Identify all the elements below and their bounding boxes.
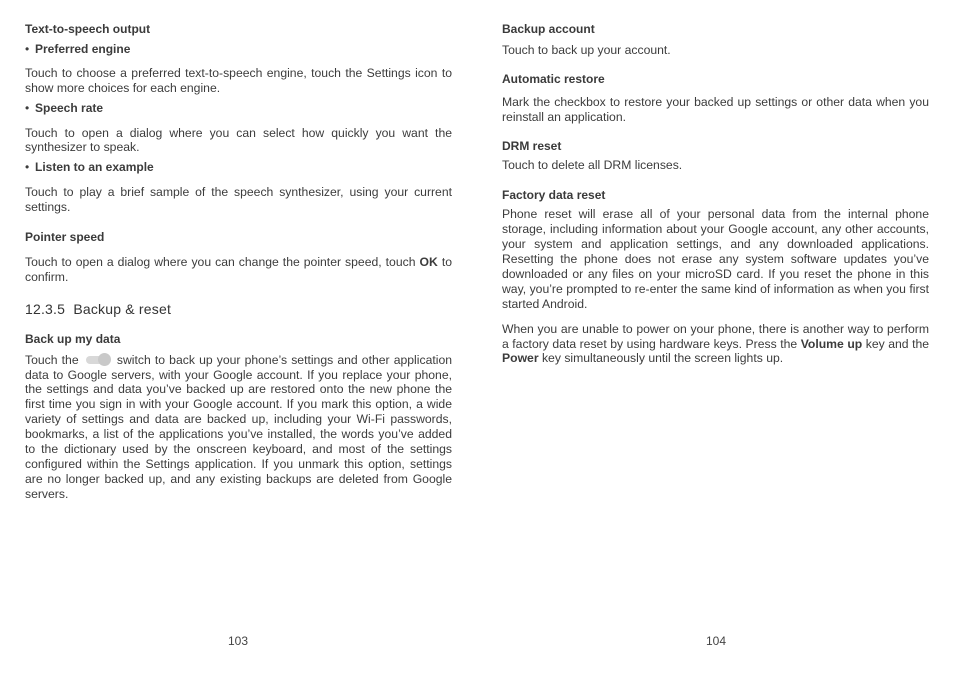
- speech-rate-text: Touch to open a dialog where you can select how quickly you want the synthesizer to speak.: [25, 125, 452, 155]
- factory-reset-text: Phone reset will erase all of your personal data from the internal phone storage, including information about your Google account, any other accounts, your system and application settings, and any downloaded applications. Resetting the phone does not erase any system software updates you’ve downloaded or any files on your microSD card. If you reset the phone in this way, you’re prompted to re-enter the same kind of information as when you first started Android.: [502, 207, 929, 311]
- page-number-right: 104: [705, 634, 727, 648]
- backup-account-heading: Backup account: [502, 22, 595, 36]
- tts-heading: Text-to-speech output: [25, 22, 151, 36]
- factory-reset-heading: Factory data reset: [502, 188, 606, 203]
- section-number: 12.3.5: [25, 300, 66, 317]
- automatic-restore-heading: Automatic restore: [502, 71, 605, 86]
- page-number-left: 103: [227, 634, 249, 648]
- power-text-b: key and the: [862, 336, 930, 351]
- speech-rate-label: • Speech rate: [25, 101, 452, 116]
- drm-reset-heading: DRM reset: [502, 138, 562, 153]
- preferred-engine-label: • Preferred engine: [25, 42, 452, 57]
- back-up-data-text-a: Touch the: [25, 352, 79, 367]
- right-page-column: [502, 22, 929, 366]
- pointer-speed-heading: Pointer speed: [25, 230, 105, 245]
- hardware-reset-text: [502, 322, 929, 367]
- preferred-engine-text: Touch to choose a preferred text-to-speech engine, touch the Settings icon to show more choices for each engine.: [25, 65, 452, 95]
- power-text-a: When you are unable to power on your phone, there is another way to perform a factory data reset by using hardware keys. Press the: [502, 321, 929, 351]
- listen-example-label: • Listen to an example: [25, 160, 452, 175]
- back-up-data-heading: Back up my data: [25, 331, 121, 346]
- backup-account-text: Touch to back up your account.: [502, 42, 671, 57]
- back-up-data-text: [25, 353, 452, 502]
- left-page-column: [25, 22, 452, 502]
- power-key-label: Power: [502, 351, 539, 366]
- section-title: Backup & reset: [73, 300, 172, 317]
- pointer-speed-text: [25, 255, 452, 285]
- ok-key-label: OK: [419, 254, 438, 269]
- pointer-text-b: to confirm.: [25, 254, 452, 284]
- back-up-data-text-b: switch to back up your phone’s settings and other application data to Google servers, with your Google account. If you replace your phone, the settings and data you’ve backed up are restored onto the new phone the first time you sign in with your Google account. If you mark this option, a wide variety of settings and data are backed up, including your Wi-Fi passwords, bookmarks, a list of the applications you’ve installed, the words you’ve added to the dictionary used by the onscreen keyboard, and most of the settings configured within the Settings application. If you unmark this option, settings are no longer backed up, and any existing backups are deleted from Google servers.: [25, 352, 452, 501]
- listen-example-text: Touch to play a brief sample of the speech synthesizer, using your current settings.: [25, 185, 452, 215]
- power-text-c: key simultaneously until the screen lights up.: [538, 351, 784, 366]
- toggle-switch-icon: [86, 354, 111, 366]
- volume-up-key-label: Volume up: [800, 336, 863, 351]
- pointer-text-a: Touch to open a dialog where you can change the pointer speed, touch: [25, 254, 420, 269]
- automatic-restore-text: Mark the checkbox to restore your backed up settings or other data when you reinstall an application.: [502, 94, 929, 124]
- drm-reset-text: Touch to delete all DRM licenses.: [502, 158, 683, 173]
- section-heading: [25, 302, 452, 317]
